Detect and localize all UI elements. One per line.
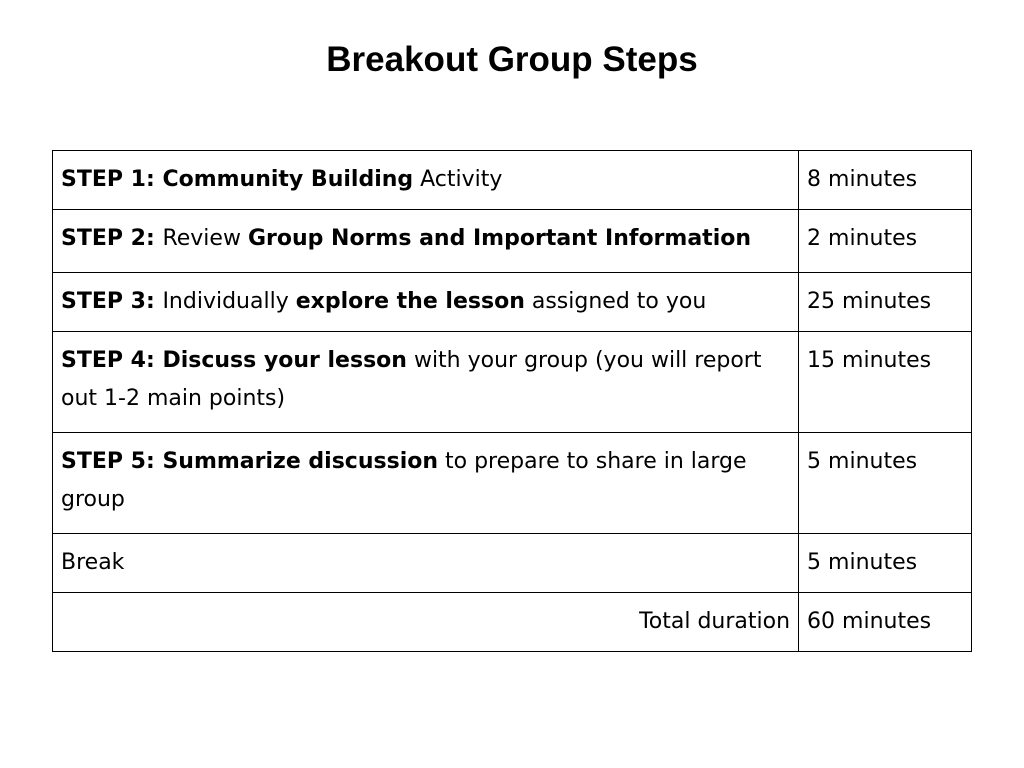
step-duration: 25 minutes <box>799 273 972 332</box>
step-description <box>53 210 799 273</box>
step-label: STEP 1: <box>61 167 163 192</box>
step-description <box>53 433 799 534</box>
step-emphasis: Summarize discussion <box>162 449 439 474</box>
step-duration: 15 minutes <box>799 332 972 433</box>
step-emphasis: explore the lesson <box>295 289 525 314</box>
step-text: assigned to you <box>524 289 707 314</box>
step-text: Break <box>61 550 125 575</box>
table-row-step-3 <box>53 273 972 332</box>
step-description <box>53 151 799 210</box>
table-row-step-2 <box>53 210 972 273</box>
step-label: STEP 4: <box>61 348 163 373</box>
step-duration: 5 minutes <box>799 534 972 593</box>
step-emphasis: Community Building <box>162 167 414 192</box>
step-text: Activity <box>413 167 503 192</box>
step-text: Review <box>162 226 248 251</box>
step-label: STEP 3: <box>61 289 163 314</box>
table-row-total <box>53 593 972 652</box>
step-emphasis: Discuss your lesson <box>162 348 407 373</box>
table-row-step-1 <box>53 151 972 210</box>
step-description <box>53 332 799 433</box>
step-emphasis: Group Norms and Important Information <box>247 226 752 251</box>
step-duration: 8 minutes <box>799 151 972 210</box>
total-label: Total duration <box>53 593 799 652</box>
step-description <box>53 273 799 332</box>
table-row-step-5 <box>53 433 972 534</box>
step-text: with your group (you will report out 1-2 main points) <box>61 348 762 411</box>
table-row-break <box>53 534 972 593</box>
table-row-step-4 <box>53 332 972 433</box>
step-duration: 5 minutes <box>799 433 972 534</box>
step-label: STEP 5: <box>61 449 163 474</box>
step-label: STEP 2: <box>61 226 163 251</box>
step-text: to prepare to share in large group <box>61 449 747 512</box>
total-duration: 60 minutes <box>799 593 972 652</box>
step-text: Individually <box>162 289 296 314</box>
steps-table <box>52 150 972 652</box>
step-description <box>53 534 799 593</box>
step-duration: 2 minutes <box>799 210 972 273</box>
slide-title: Breakout Group Steps <box>326 40 698 79</box>
